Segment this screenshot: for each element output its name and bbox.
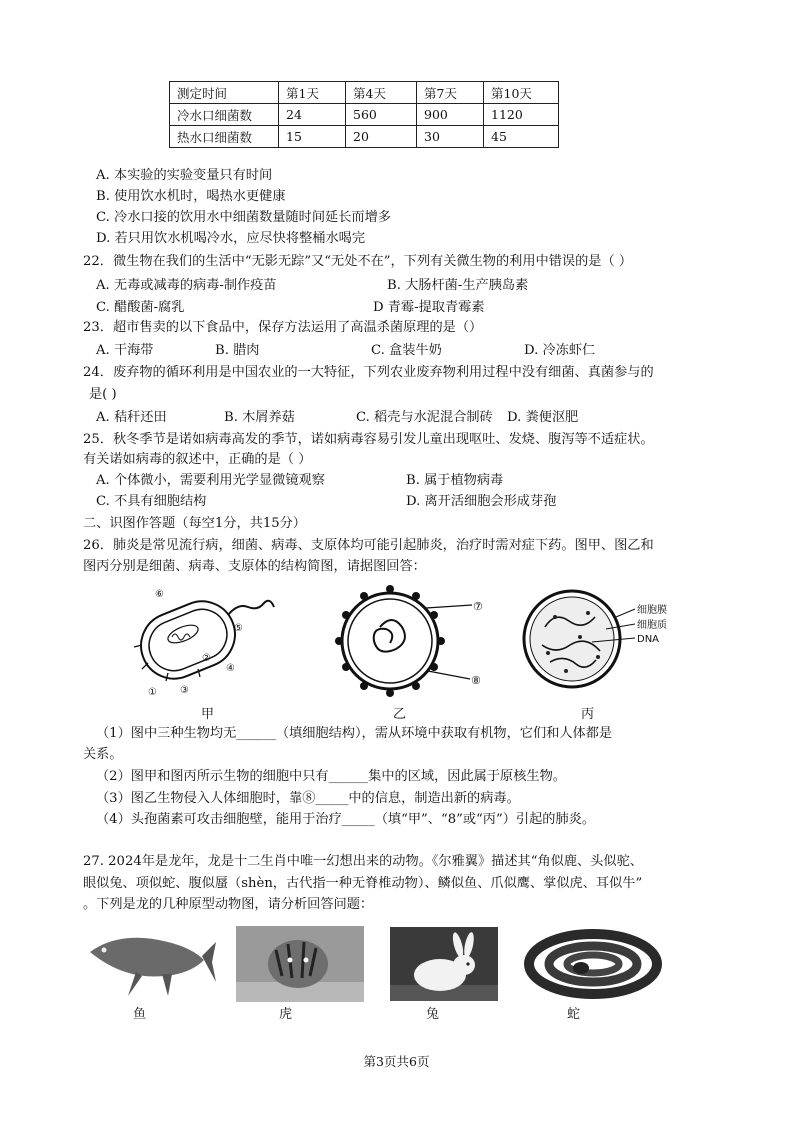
table-cell: 第1天	[279, 82, 346, 104]
tiger-photo	[236, 926, 364, 1002]
q21-option-c: C. 冷水口接的饮用水中细菌数量随时间延长而增多	[96, 210, 391, 225]
q23-option-d: D. 冷冻虾仁	[524, 343, 596, 358]
table-row	[170, 104, 559, 126]
q27-line1: 27. 2024年是龙年，龙是十二生肖中唯一幻想出来的动物。《尔雅翼》描述其“角似鹿、头似驼、	[83, 854, 643, 869]
label-dna: DNA	[637, 634, 660, 645]
q24-stem-line1: 24．废弃物的循环利用是中国农业的一大特征，下列农业废弃物利用过程中没有细菌、真菌参与的	[83, 365, 654, 380]
table-cell: 560	[346, 104, 417, 126]
table-row	[170, 126, 559, 148]
q22-option-c: C. 醋酸菌-腐乳	[96, 300, 185, 315]
table-cell: 热水口细菌数	[170, 126, 279, 148]
q25-option-a: A. 个体微小，需要利用光学显微镜观察	[96, 473, 325, 488]
q23-option-c: C. 盒装牛奶	[371, 343, 442, 358]
animal-label-snake: 蛇	[567, 1007, 581, 1022]
rabbit-photo	[390, 927, 498, 1001]
q24-option-a: A. 秸秆还田	[96, 410, 167, 425]
table-cell: 第7天	[417, 82, 484, 104]
figure-caption-bing: 丙	[581, 707, 595, 722]
q24-option-d: D. 粪便沤肥	[507, 410, 579, 425]
section-heading: 二、识图作答题（每空1分，共15分）	[83, 516, 306, 531]
table-cell: 1120	[484, 104, 559, 126]
q23-option-a: A. 干海带	[96, 343, 154, 358]
bacterium-figure	[128, 585, 278, 700]
table-cell: 900	[417, 104, 484, 126]
figure-caption-yi: 乙	[393, 707, 407, 722]
q25-stem-line2: 有关诺如病毒的叙述中，正确的是（ ）	[83, 452, 312, 467]
q25-option-b: B. 属于植物病毒	[406, 473, 504, 488]
q26-part2: （2）图甲和图丙所示生物的细胞中只有______集中的区域，因此属于原核生物。	[96, 769, 566, 784]
q25-stem-line1: 25．秋冬季节是诺如病毒高发的季节，诺如病毒容易引发儿童出现呕吐、发烧、腹泻等不适症状。	[83, 432, 654, 447]
q23-option-b: B. 腊肉	[215, 343, 260, 358]
q22-option-b: B. 大肠杆菌-生产胰岛素	[387, 278, 529, 293]
q26-stem-line1: 26．肺炎是常见流行病，细菌、病毒、支原体均可能引起肺炎，治疗时需对症下药。图甲、图乙和	[83, 538, 654, 553]
page-footer: 第3页共6页	[363, 1054, 430, 1069]
table-cell: 测定时间	[170, 82, 279, 104]
q23-stem: 23．超市售卖的以下食品中，保存方法运用了高温杀菌原理的是（）	[83, 320, 483, 335]
table-cell: 冷水口细菌数	[170, 104, 279, 126]
q24-stem-line2: 是( )	[89, 387, 117, 402]
fish-photo	[82, 922, 217, 1000]
q27-line3: 。下列是龙的几种原型动物图，请分析回答问题：	[83, 897, 374, 912]
animal-label-rabbit: 兔	[426, 1007, 440, 1022]
table-cell: 24	[279, 104, 346, 126]
q27-line2: 眼似兔、项似蛇、腹似蜃（shèn，古代指一种无脊椎动物）、鳞似鱼、爪似鹰、掌似虎、耳似牛”	[83, 876, 643, 891]
q21-option-b: B. 使用饮水机时，喝热水更健康	[96, 189, 286, 204]
snake-photo	[523, 922, 663, 1002]
label-8: ⑧	[471, 674, 481, 687]
table-header-row	[170, 82, 559, 104]
label-cytoplasm: 细胞质	[637, 620, 667, 631]
table-cell: 20	[346, 126, 417, 148]
table-cell: 第4天	[346, 82, 417, 104]
q21-option-d: D. 若只用饮水机喝冷水，应尽快将整桶水喝完	[96, 231, 366, 246]
q22-option-a: A. 无毒或减毒的病毒-制作疫苗	[96, 278, 277, 293]
virus-figure	[330, 583, 490, 699]
q26-part1-line1: （1）图中三种生物均无______（填细胞结构），需从环境中获取有机物，它们和人体都是	[96, 726, 613, 741]
label-6: ⑥	[155, 589, 164, 600]
q21-option-a: A. 本实验的实验变量只有时间	[96, 168, 273, 183]
table-cell: 第10天	[484, 82, 559, 104]
label-1: ①	[148, 687, 157, 698]
q26-stem-line2: 图丙分别是细菌、病毒、支原体的结构简图，请据图回答：	[83, 559, 426, 574]
table-cell: 45	[484, 126, 559, 148]
q25-option-c: C. 不具有细胞结构	[96, 494, 207, 509]
figure-caption-jia: 甲	[201, 707, 215, 722]
q24-option-b: B. 木屑养菇	[224, 410, 295, 425]
label-4: ④	[226, 663, 235, 674]
table-cell: 15	[279, 126, 346, 148]
animal-label-tiger: 虎	[279, 1007, 293, 1022]
q26-part4: （4）头孢菌素可攻击细胞壁，能用于治疗_____（填“甲”、“8”或“丙”）引起的肺炎。	[96, 812, 596, 827]
animal-label-fish: 鱼	[133, 1007, 147, 1022]
label-cell-membrane: 细胞膜	[637, 605, 667, 616]
table-cell: 30	[417, 126, 484, 148]
q26-part3: （3）图乙生物侵入人体细胞时，靠⑧_____中的信息，制造出新的病毒。	[96, 791, 520, 806]
mycoplasma-figure	[520, 587, 695, 697]
q24-option-c: C. 稻壳与水泥混合制砖	[356, 410, 493, 425]
q26-part1-line2: 关系。	[83, 747, 123, 762]
bacteria-count-table	[169, 81, 559, 148]
label-5: ⑤	[234, 623, 243, 634]
label-2: ②	[202, 653, 211, 664]
label-3: ③	[180, 685, 189, 696]
q22-option-d: D 青霉-提取青霉素	[373, 300, 485, 315]
q22-stem: 22．微生物在我们的生活中“无影无踪”又“无处不在”，下列有关微生物的利用中错误的是（ ）	[83, 254, 633, 269]
q25-option-d: D. 离开活细胞会形成芽孢	[406, 494, 557, 509]
label-7: ⑦	[473, 600, 483, 613]
